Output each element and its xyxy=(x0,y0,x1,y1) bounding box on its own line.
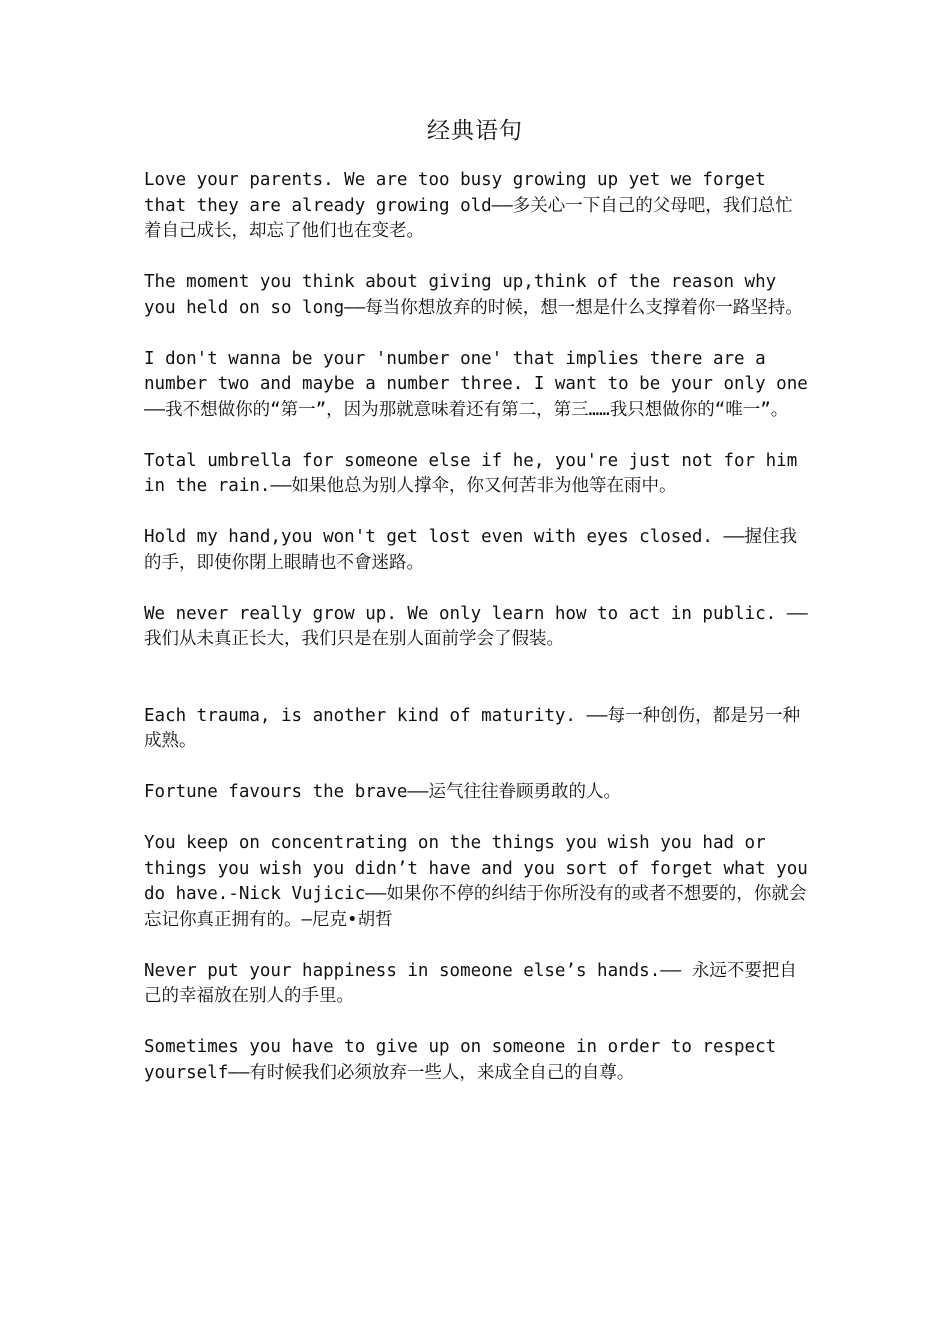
quote-paragraph-8: Fortune favours the brave——运气往往眷顾勇敢的人。 xyxy=(144,782,621,802)
document-body xyxy=(144,168,819,1112)
quote-paragraph-6: We never really grow up. We only learn how to act in public. ——我们从未真正长大，我们只是在别人面前学会了假装。 xyxy=(144,603,808,649)
quote-paragraph-10: Never put your happiness in someone else’s hands.—— 永远不要把自己的幸福放在别人的手里。 xyxy=(144,960,797,1006)
quote-paragraph-4: Total umbrella for someone else if he, you're just not for him in the rain.——如果他总为别人撑伞，你又何苦非为他等在雨中。 xyxy=(144,450,808,496)
quote-paragraph-1: Love your parents. We are too busy growing up yet we forget that they are already growing old——多关心一下自己的父母吧，我们总忙着自己成长，却忘了他们也在变老。 xyxy=(144,170,793,241)
quote-paragraph-9: You keep on concentrating on the things you wish you had or things you wish you didn’t have and you sort of forget what you do have.-Nick Vujicic——如果你不停的纠结于你所没有的或者不想要的，你就会忘记你真正拥有的。—尼克•胡哲 xyxy=(144,833,819,930)
quote-paragraph-11: Sometimes you have to give up on someone in order to respect yourself——有时候我们必须放弃一些人，来成全自己的自尊。 xyxy=(144,1037,787,1083)
quote-paragraph-7: Each trauma, is another kind of maturity. ——每一种创伤，都是另一种成熟。 xyxy=(144,705,801,751)
document-title: 经典语句 xyxy=(427,118,523,144)
quote-paragraph-5: Hold my hand,you won't get lost even with eyes closed. ——握住我的手，即使你閉上眼睛也不會迷路。 xyxy=(144,527,798,573)
quote-paragraph-2: The moment you think about giving up,think of the reason why you held on so long——每当你想放弃的时候，想一想是什么支撑着你一路坚持。 xyxy=(144,272,803,318)
quote-paragraph-3: I don't wanna be your 'number one' that implies there are a number two and maybe a number three. I want to be your only one——我不想做你的“第一”，因为那就意味着还有第二，第三……我只想做你的“唯一”。 xyxy=(144,348,808,420)
